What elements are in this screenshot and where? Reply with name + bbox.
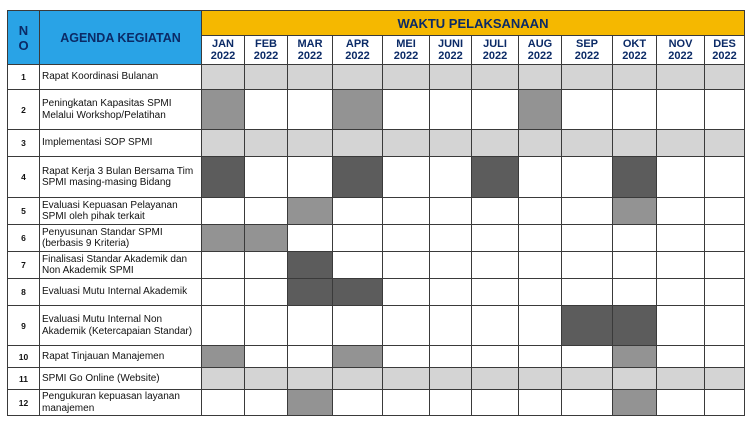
table-row xyxy=(8,346,745,368)
schedule-cell-jan xyxy=(202,390,245,416)
schedule-cell-juni xyxy=(430,157,472,198)
header-waktu xyxy=(202,11,745,36)
month-name: NOV xyxy=(668,38,693,50)
month-name: DES xyxy=(713,38,736,50)
month-header-mei xyxy=(383,36,430,65)
schedule-cell-juli xyxy=(472,157,519,198)
month-year: 2022 xyxy=(527,50,553,62)
month-year: 2022 xyxy=(345,50,370,62)
schedule-cell-des xyxy=(705,65,745,90)
schedule-cell-feb xyxy=(245,225,288,252)
schedule-cell-sep xyxy=(562,306,613,346)
month-header-apr xyxy=(333,36,383,65)
schedule-cell-okt xyxy=(613,90,657,130)
schedule-cell-feb xyxy=(245,252,288,279)
schedule-cell-okt xyxy=(613,390,657,416)
schedule-cell-feb xyxy=(245,368,288,390)
month-name: OKT xyxy=(622,38,647,50)
schedule-cell-juli xyxy=(472,225,519,252)
month-header-jan xyxy=(202,36,245,65)
schedule-cell-sep xyxy=(562,130,613,157)
month-header-sep xyxy=(562,36,613,65)
schedule-cell-juli xyxy=(472,90,519,130)
month-year: 2022 xyxy=(622,50,647,62)
schedule-cell-okt xyxy=(613,368,657,390)
schedule-cell-mei xyxy=(383,65,430,90)
month-header-juli xyxy=(472,36,519,65)
schedule-cell-mei xyxy=(383,157,430,198)
schedule-cell-mei xyxy=(383,225,430,252)
agenda-item: Evaluasi Mutu Internal Akademik xyxy=(40,279,202,306)
schedule-cell-des xyxy=(705,252,745,279)
agenda-item: Peningkatan Kapasitas SPMI Melalui Workshop/Pelatihan xyxy=(40,90,202,130)
schedule-cell-feb xyxy=(245,90,288,130)
schedule-cell-juli xyxy=(472,198,519,225)
schedule-cell-nov xyxy=(657,90,705,130)
schedule-table xyxy=(7,10,745,416)
schedule-cell-nov xyxy=(657,306,705,346)
schedule-cell-apr xyxy=(333,368,383,390)
schedule-cell-feb xyxy=(245,306,288,346)
month-name: APR xyxy=(345,38,370,50)
schedule-cell-feb xyxy=(245,157,288,198)
schedule-cell-okt xyxy=(613,130,657,157)
schedule-cell-nov xyxy=(657,368,705,390)
schedule-cell-aug xyxy=(519,90,562,130)
schedule-cell-aug xyxy=(519,198,562,225)
schedule-cell-des xyxy=(705,198,745,225)
schedule-cell-okt xyxy=(613,279,657,306)
schedule-cell-juni xyxy=(430,306,472,346)
schedule-cell-mar xyxy=(288,90,333,130)
month-year: 2022 xyxy=(253,50,279,62)
month-header-aug xyxy=(519,36,562,65)
schedule-cell-jan xyxy=(202,252,245,279)
schedule-cell-jan xyxy=(202,346,245,368)
month-year: 2022 xyxy=(668,50,693,62)
schedule-cell-aug xyxy=(519,157,562,198)
schedule-cell-jan xyxy=(202,157,245,198)
schedule-cell-okt xyxy=(613,252,657,279)
row-number: 6 xyxy=(8,225,40,252)
schedule-cell-okt xyxy=(613,225,657,252)
schedule-cell-mar xyxy=(288,157,333,198)
schedule-cell-nov xyxy=(657,252,705,279)
agenda-item: Penyusunan Standar SPMI (berbasis 9 Kriteria) xyxy=(40,225,202,252)
agenda-item: SPMI Go Online (Website) xyxy=(40,368,202,390)
month-year: 2022 xyxy=(297,50,323,62)
schedule-cell-jan xyxy=(202,198,245,225)
schedule-cell-sep xyxy=(562,198,613,225)
schedule-cell-juli xyxy=(472,346,519,368)
schedule-cell-apr xyxy=(333,346,383,368)
schedule-cell-mei xyxy=(383,90,430,130)
schedule-cell-mei xyxy=(383,130,430,157)
header-agenda xyxy=(40,11,202,65)
table-row xyxy=(8,157,745,198)
month-name: JULI xyxy=(483,38,507,50)
schedule-cell-okt xyxy=(613,157,657,198)
schedule-cell-jan xyxy=(202,90,245,130)
schedule-cell-juni xyxy=(430,130,472,157)
schedule-cell-nov xyxy=(657,130,705,157)
schedule-cell-sep xyxy=(562,346,613,368)
row-number: 12 xyxy=(8,390,40,416)
schedule-cell-jan xyxy=(202,279,245,306)
agenda-item: Rapat Tinjauan Manajemen xyxy=(40,346,202,368)
schedule-cell-juni xyxy=(430,65,472,90)
schedule-cell-nov xyxy=(657,225,705,252)
schedule-cell-aug xyxy=(519,65,562,90)
schedule-cell-okt xyxy=(613,346,657,368)
schedule-cell-mar xyxy=(288,368,333,390)
schedule-cell-mei xyxy=(383,279,430,306)
schedule-cell-juni xyxy=(430,346,472,368)
table-row xyxy=(8,390,745,416)
month-header-juni xyxy=(430,36,472,65)
schedule-cell-juni xyxy=(430,90,472,130)
schedule-cell-sep xyxy=(562,225,613,252)
schedule-cell-juli xyxy=(472,65,519,90)
row-number: 3 xyxy=(8,130,40,157)
month-year: 2022 xyxy=(438,50,463,62)
month-name: JAN xyxy=(211,38,234,50)
row-number: 5 xyxy=(8,198,40,225)
month-name: SEP xyxy=(575,38,598,50)
schedule-cell-mar xyxy=(288,390,333,416)
schedule-cell-juni xyxy=(430,390,472,416)
schedule-cell-juli xyxy=(472,279,519,306)
schedule-cell-juni xyxy=(430,252,472,279)
schedule-cell-mei xyxy=(383,390,430,416)
agenda-item: Evaluasi Mutu Internal Non Akademik (Ketercapaian Standar) xyxy=(40,306,202,346)
month-year: 2022 xyxy=(393,50,419,62)
month-name: AUG xyxy=(527,38,553,50)
schedule-cell-nov xyxy=(657,279,705,306)
row-number: 1 xyxy=(8,65,40,90)
schedule-cell-nov xyxy=(657,157,705,198)
schedule-cell-aug xyxy=(519,306,562,346)
schedule-cell-feb xyxy=(245,346,288,368)
table-row xyxy=(8,279,745,306)
schedule-cell-nov xyxy=(657,198,705,225)
month-name: MAR xyxy=(297,38,323,50)
schedule-cell-apr xyxy=(333,252,383,279)
month-year: 2022 xyxy=(574,50,600,62)
table-row xyxy=(8,130,745,157)
schedule-cell-juli xyxy=(472,252,519,279)
agenda-item: Evaluasi Kepuasan Pelayanan SPMI oleh pihak terkait xyxy=(40,198,202,225)
month-header-okt xyxy=(613,36,657,65)
schedule-cell-okt xyxy=(613,198,657,225)
schedule-cell-feb xyxy=(245,279,288,306)
schedule-cell-juni xyxy=(430,368,472,390)
schedule-cell-des xyxy=(705,390,745,416)
schedule-cell-mar xyxy=(288,65,333,90)
table-row xyxy=(8,252,745,279)
header-waktu-label: WAKTU PELAKSANAAN xyxy=(397,15,549,31)
row-number: 11 xyxy=(8,368,40,390)
table-row xyxy=(8,306,745,346)
schedule-cell-des xyxy=(705,346,745,368)
schedule-cell-apr xyxy=(333,130,383,157)
schedule-cell-des xyxy=(705,225,745,252)
table-row xyxy=(8,368,745,390)
month-header-feb xyxy=(245,36,288,65)
table-row xyxy=(8,225,745,252)
schedule-cell-apr xyxy=(333,390,383,416)
schedule-cell-jan xyxy=(202,65,245,90)
schedule-cell-sep xyxy=(562,157,613,198)
month-name: JUNI xyxy=(437,38,464,50)
schedule-cell-juni xyxy=(430,225,472,252)
month-name: MEI xyxy=(396,38,416,50)
schedule-cell-sep xyxy=(562,90,613,130)
month-year: 2022 xyxy=(712,50,737,62)
schedule-cell-sep xyxy=(562,368,613,390)
schedule-cell-mar xyxy=(288,306,333,346)
schedule-cell-sep xyxy=(562,65,613,90)
schedule-cell-juli xyxy=(472,306,519,346)
schedule-cell-sep xyxy=(562,279,613,306)
schedule-cell-mar xyxy=(288,198,333,225)
schedule-cell-juni xyxy=(430,279,472,306)
header-agenda-label: AGENDA KEGIATAN xyxy=(60,30,181,45)
schedule-cell-aug xyxy=(519,130,562,157)
schedule-cell-nov xyxy=(657,65,705,90)
schedule-cell-mei xyxy=(383,198,430,225)
schedule-cell-apr xyxy=(333,306,383,346)
schedule-cell-jan xyxy=(202,306,245,346)
schedule-cell-jan xyxy=(202,368,245,390)
schedule-cell-des xyxy=(705,306,745,346)
row-number: 9 xyxy=(8,306,40,346)
month-header-mar xyxy=(288,36,333,65)
schedule-cell-des xyxy=(705,368,745,390)
schedule-cell-mar xyxy=(288,225,333,252)
schedule-cell-apr xyxy=(333,279,383,306)
schedule-cell-aug xyxy=(519,225,562,252)
schedule-cell-apr xyxy=(333,157,383,198)
row-number: 8 xyxy=(8,279,40,306)
schedule-cell-mar xyxy=(288,130,333,157)
schedule-cell-mar xyxy=(288,346,333,368)
schedule-cell-feb xyxy=(245,130,288,157)
month-year: 2022 xyxy=(482,50,508,62)
row-number: 4 xyxy=(8,157,40,198)
header-no xyxy=(8,11,40,65)
month-header-des xyxy=(705,36,745,65)
schedule-cell-mar xyxy=(288,279,333,306)
table-row xyxy=(8,90,745,130)
schedule-cell-feb xyxy=(245,390,288,416)
schedule-cell-mar xyxy=(288,252,333,279)
schedule-cell-nov xyxy=(657,346,705,368)
schedule-cell-sep xyxy=(562,390,613,416)
schedule-cell-des xyxy=(705,279,745,306)
schedule-cell-aug xyxy=(519,252,562,279)
agenda-item: Implementasi SOP SPMI xyxy=(40,130,202,157)
schedule-cell-mei xyxy=(383,252,430,279)
agenda-item: Rapat Koordinasi Bulanan xyxy=(40,65,202,90)
schedule-cell-mei xyxy=(383,368,430,390)
schedule-cell-apr xyxy=(333,90,383,130)
table-row xyxy=(8,65,745,90)
schedule-cell-apr xyxy=(333,65,383,90)
schedule-cell-okt xyxy=(613,306,657,346)
month-year: 2022 xyxy=(210,50,236,62)
schedule-cell-jan xyxy=(202,225,245,252)
table-row xyxy=(8,198,745,225)
schedule-cell-juli xyxy=(472,390,519,416)
schedule-cell-aug xyxy=(519,279,562,306)
schedule-cell-feb xyxy=(245,65,288,90)
schedule-cell-juli xyxy=(472,130,519,157)
schedule-cell-apr xyxy=(333,198,383,225)
schedule-cell-mei xyxy=(383,346,430,368)
schedule-cell-jan xyxy=(202,130,245,157)
schedule-cell-mei xyxy=(383,306,430,346)
schedule-cell-feb xyxy=(245,198,288,225)
schedule-cell-aug xyxy=(519,368,562,390)
schedule-cell-aug xyxy=(519,390,562,416)
schedule-cell-okt xyxy=(613,65,657,90)
header-no-label: N O xyxy=(18,22,29,53)
agenda-item: Rapat Kerja 3 Bulan Bersama Tim SPMI masing-masing Bidang xyxy=(40,157,202,198)
schedule-cell-nov xyxy=(657,390,705,416)
agenda-item: Pengukuran kepuasan layanan manajemen xyxy=(40,390,202,416)
month-header-nov xyxy=(657,36,705,65)
row-number: 7 xyxy=(8,252,40,279)
schedule-cell-apr xyxy=(333,225,383,252)
schedule-cell-des xyxy=(705,157,745,198)
schedule-cell-sep xyxy=(562,252,613,279)
schedule-cell-juli xyxy=(472,368,519,390)
row-number: 2 xyxy=(8,90,40,130)
schedule-cell-des xyxy=(705,90,745,130)
row-number: 10 xyxy=(8,346,40,368)
month-name: FEB xyxy=(255,38,277,50)
schedule-cell-juni xyxy=(430,198,472,225)
agenda-item: Finalisasi Standar Akademik dan Non Akademik SPMI xyxy=(40,252,202,279)
schedule-cell-des xyxy=(705,130,745,157)
schedule-cell-aug xyxy=(519,346,562,368)
